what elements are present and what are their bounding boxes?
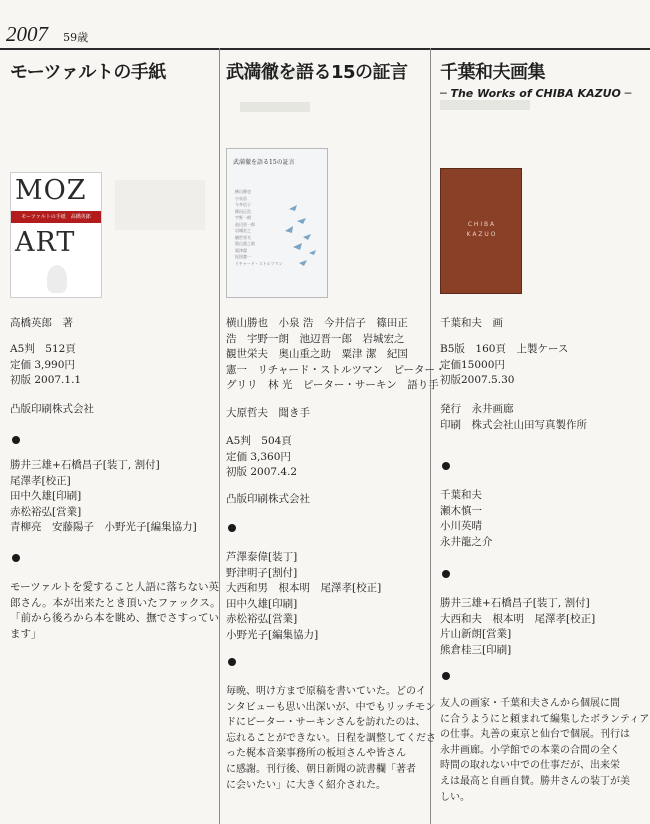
cover-name: 池辺晋一郎 bbox=[235, 221, 255, 227]
credits-list bbox=[10, 458, 197, 536]
comment-text bbox=[10, 580, 221, 642]
credit-item: 勝井三雄+石橋昌子[装丁, 割付] bbox=[10, 459, 160, 471]
cover-portrait bbox=[47, 265, 67, 293]
section-bullet bbox=[12, 436, 20, 444]
credit-item: 青柳亮 安藤陽子 小野光子[編集協力] bbox=[10, 521, 197, 534]
contributors-line: 横山勝也 小泉 浩 今井信子 篠田正 bbox=[226, 317, 408, 329]
section-bullet bbox=[12, 554, 20, 562]
book-title: 武満徹を語る15の証言 bbox=[226, 62, 408, 83]
credit-item: 小野光子[編集協力] bbox=[226, 628, 319, 641]
book-column-chiba bbox=[440, 58, 631, 100]
credit-item: 大西和男 根本明 尾澤孝[校正] bbox=[226, 582, 382, 595]
cover-name: 奥山重之助 bbox=[235, 241, 255, 246]
cover-name: 粟津潔 bbox=[235, 247, 247, 253]
credit-item: 大西和夫 根本明 尾澤孝[校正] bbox=[440, 612, 596, 625]
credit-item: 芦澤泰偉[装丁] bbox=[226, 551, 298, 563]
comment-line: に感謝。刊行後、朝日新聞の読書欄「著者 bbox=[226, 763, 416, 775]
credits-list bbox=[226, 550, 381, 644]
person-name: 永井龍之介 bbox=[440, 535, 493, 548]
age-label: 59歳 bbox=[63, 31, 89, 44]
author-line: 高橋英郎 著 bbox=[10, 317, 73, 329]
cover-name: 岩城宏之 bbox=[235, 228, 251, 233]
comment-line: ドにピーター・サーキンさんを訪れたのは、 bbox=[226, 717, 426, 729]
interviewer-line: 大原哲夫 聞き手 bbox=[226, 407, 310, 419]
bleed-through-block bbox=[115, 180, 205, 230]
person-name: 瀬木慎一 bbox=[440, 504, 482, 517]
credit-item: 赤松裕弘[営業] bbox=[10, 505, 82, 518]
book-title: モーツァルトの手紙 bbox=[10, 62, 166, 83]
credit-item: 勝井三雄+石橋昌子[装丁, 割付] bbox=[440, 597, 590, 609]
section-bullet bbox=[442, 462, 450, 470]
people-list bbox=[440, 488, 493, 550]
bleed-through-title-2 bbox=[240, 102, 310, 112]
cover-name-line1: C H I B A bbox=[467, 221, 495, 228]
comment-line: ます」 bbox=[10, 627, 42, 640]
comment-line: った梶本音楽事務所の板垣さんや皆さん bbox=[226, 748, 406, 760]
comment-text bbox=[440, 696, 649, 805]
page-header bbox=[6, 22, 88, 47]
comment-line: 毎晩、明け方まで原稿を書いていた。どのイ bbox=[226, 686, 426, 697]
book-column-takemitsu bbox=[226, 58, 408, 84]
comment-line: 永井画廊。小学館での本業の合間の全く bbox=[440, 744, 620, 756]
contributors-line: 憲一 リチャード・ストルツマン ピーター・ bbox=[226, 363, 446, 376]
spec-edition: 初版 2007.1.1 bbox=[10, 374, 82, 387]
printer-line: 印刷 株式会社山田写真製作所 bbox=[440, 418, 587, 431]
cover-name: 宇野一朗 bbox=[235, 215, 251, 220]
cover-name: 篠田正浩 bbox=[235, 208, 251, 214]
contributors-line: 浩 宇野一朗 池辺晋一郎 岩城宏之 bbox=[226, 332, 405, 345]
spec-edition: 初版 2007.4.2 bbox=[226, 466, 298, 479]
credit-item: 片山新朗[営業] bbox=[440, 628, 512, 641]
cover-name: 横山勝也 bbox=[235, 189, 251, 194]
book-specs bbox=[10, 342, 81, 389]
cover-band: モーツァルトの手紙 高橋英郎 bbox=[11, 211, 101, 223]
printer-line: 凸版印刷株式会社 bbox=[226, 493, 310, 505]
credit-item: 田中久雄[印刷] bbox=[226, 597, 298, 610]
book-subtitle: ─ The Works of CHIBA KAZUO ─ bbox=[440, 87, 632, 100]
publisher-line: 発行 永井画廊 bbox=[440, 403, 514, 415]
cover-name: 観世栄夫 bbox=[235, 234, 251, 240]
spec-price: 定価15000円 bbox=[440, 358, 505, 371]
column-divider-1 bbox=[219, 48, 220, 824]
book-specs bbox=[226, 434, 297, 481]
comment-line: の仕事。丸善の東京と仙台で個展。刊行は bbox=[440, 729, 630, 741]
comment-text bbox=[226, 684, 436, 793]
year-label: 2007 bbox=[6, 22, 48, 46]
comment-line: に合うようにと頼まれて編集したボランティア bbox=[440, 713, 650, 725]
section-bullet bbox=[442, 672, 450, 680]
person-name: 千葉和夫 bbox=[440, 489, 482, 501]
person-name: 小川英晴 bbox=[440, 520, 482, 533]
book-specs bbox=[440, 342, 568, 389]
comment-line: 郎さん。本が出来たとき頂いたファックス。 bbox=[10, 596, 221, 609]
book-column-mozart bbox=[10, 58, 166, 84]
spec-price: 定価 3,360円 bbox=[226, 450, 291, 463]
cover-title: 武満徹を語る15の証言 bbox=[233, 159, 295, 166]
credit-item: 野津明子[割付] bbox=[226, 566, 298, 579]
book-cover-chiba bbox=[440, 168, 522, 294]
cover-name: 小泉浩 bbox=[235, 195, 247, 201]
comment-line: 忘れることができない。日程を調整してくださ bbox=[226, 732, 436, 744]
comment-line: 「前から後ろから本を眺め、撫でさすってい bbox=[10, 612, 219, 625]
cover-name: リチャード・ストルツマン bbox=[235, 260, 283, 266]
comment-line: に会いたい」に大きく紹介された。 bbox=[226, 779, 386, 791]
section-bullet bbox=[442, 570, 450, 578]
spec-edition: 初版2007.5.30 bbox=[440, 374, 515, 387]
credits-list bbox=[440, 596, 595, 658]
comment-line: モーツァルトを愛すること人語に落ちない英 bbox=[10, 581, 220, 593]
contributors-list bbox=[226, 316, 446, 394]
book-title: 千葉和夫画集 bbox=[440, 62, 545, 83]
comment-line: えは最高と自画自賛。勝井さんの装丁が美 bbox=[440, 775, 630, 787]
contributors-line: グリリ 林 光 ピーター・サーキン 語り手 bbox=[226, 379, 439, 392]
header-rule bbox=[0, 48, 650, 50]
book-cover-takemitsu bbox=[226, 148, 328, 298]
credit-item: 田中久雄[印刷] bbox=[10, 490, 82, 503]
credit-item: 熊倉桂三[印刷] bbox=[440, 643, 512, 656]
section-bullet bbox=[228, 524, 236, 532]
cover-name: 今井信子 bbox=[235, 202, 251, 207]
spec-format: A5判 504頁 bbox=[226, 435, 292, 447]
comment-line: 時間の取れない中での仕事だが、出来栄 bbox=[440, 760, 620, 772]
author-line: 千葉和夫 画 bbox=[440, 317, 503, 329]
printer-line: 凸版印刷株式会社 bbox=[10, 403, 94, 415]
publisher-info bbox=[440, 402, 587, 433]
credit-item: 尾澤孝[校正] bbox=[10, 474, 71, 487]
cover-title-line2: ART bbox=[15, 227, 76, 258]
cover-name-line2: K A Z U O bbox=[466, 231, 496, 238]
credit-item: 赤松裕弘[営業] bbox=[226, 613, 298, 626]
contributors-line: 観世栄夫 奥山重之助 粟津 潔 紀国 bbox=[226, 348, 408, 361]
bleed-through-title-3 bbox=[440, 100, 530, 110]
book-cover-mozart bbox=[10, 172, 102, 298]
cover-name: 紀国憲一 bbox=[235, 254, 251, 259]
comment-line: 友人の画家・千葉和夫さんから個展に間 bbox=[440, 698, 620, 709]
comment-line: ンタビューも思い出深いが、中でもリッチモン bbox=[226, 701, 436, 713]
comment-line: しい。 bbox=[440, 791, 470, 803]
spec-price: 定価 3,990円 bbox=[10, 358, 75, 371]
spec-format: A5判 512頁 bbox=[10, 343, 76, 355]
spec-format: B5版 160頁 上製ケース bbox=[440, 343, 569, 355]
section-bullet bbox=[228, 658, 236, 666]
cover-title-line1: MOZ bbox=[15, 175, 87, 206]
cover-birds-illustration bbox=[227, 149, 327, 297]
